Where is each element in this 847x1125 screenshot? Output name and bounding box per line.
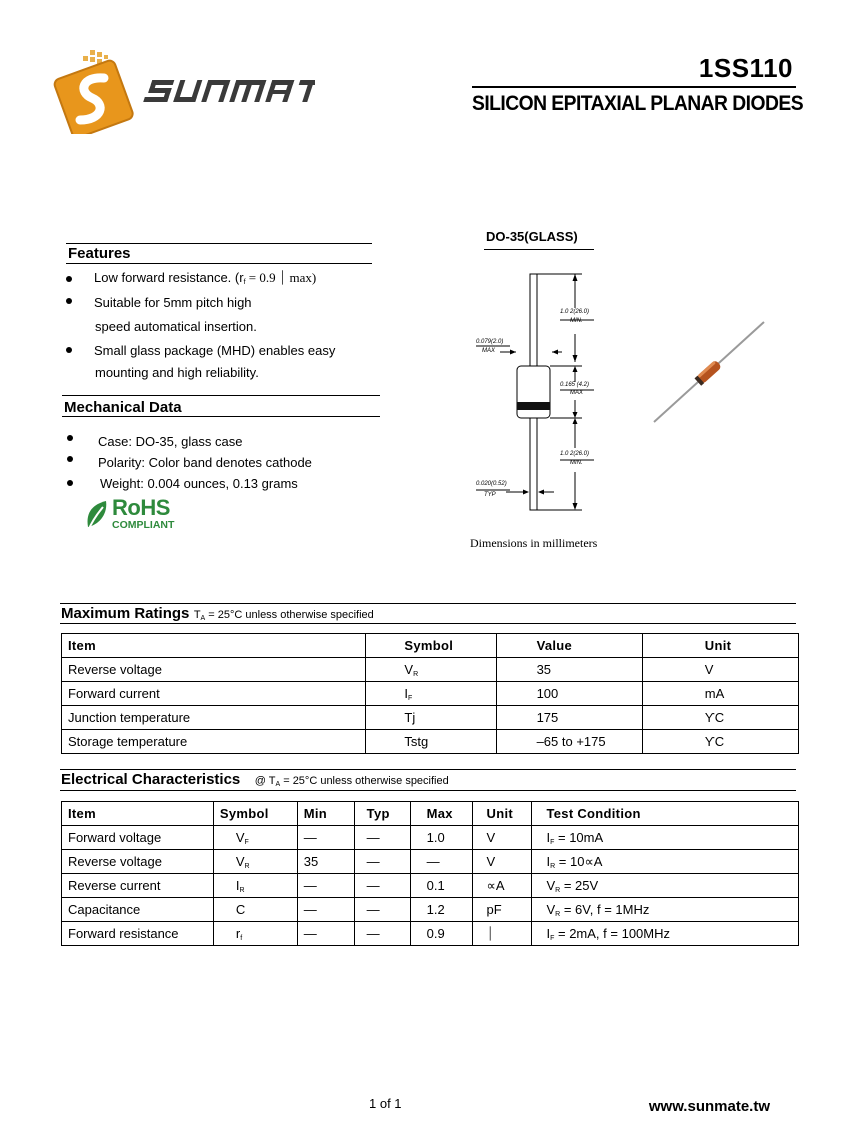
bullet-icon — [67, 456, 73, 462]
cell-item: Reverse current — [62, 874, 214, 898]
cell-test-condition: $I_F = 2mA$, f = 100MHz — [532, 922, 799, 946]
bullet-icon — [66, 298, 72, 304]
max-ratings-header — [61, 605, 374, 623]
cell-item: Storage temperature — [62, 730, 366, 754]
cell-min: — — [297, 898, 354, 922]
cell-unit: ∝A — [472, 874, 532, 898]
cell-symbol: $V_F$ — [213, 826, 297, 850]
cell-item: Forward voltage — [62, 826, 214, 850]
table-header-row — [62, 634, 799, 658]
package-title-rule — [484, 249, 594, 250]
electrical-title: Electrical Characteristics — [61, 771, 241, 788]
cell-value: 100 — [496, 682, 642, 706]
mechanical-item-case: Case: DO-35, glass case — [98, 434, 243, 449]
cell-unit: V — [472, 850, 532, 874]
diode-photo — [650, 318, 768, 426]
features-bottom-rule — [66, 263, 372, 264]
mechanical-top-rule — [62, 395, 380, 396]
cell-value: 175 — [496, 706, 642, 730]
cell-min: — — [297, 922, 354, 946]
col-unit: Unit — [642, 634, 798, 658]
cell-value: 35 — [496, 658, 642, 682]
max-ratings-note: $T_A = 25^\circ C$ unless otherwise specified — [193, 609, 374, 622]
cell-symbol: $I_F$ — [366, 682, 496, 706]
rohs-label: RoHS — [112, 495, 170, 520]
dim-diameter-note: MAX — [482, 348, 496, 354]
feature-item-2-cont: speed automatical insertion. — [95, 319, 257, 334]
table-row — [62, 826, 799, 850]
col-symbol: Symbol — [366, 634, 496, 658]
package-title: DO-35(GLASS) — [486, 229, 578, 244]
electrical-header — [61, 771, 449, 789]
cathode-band — [517, 402, 550, 410]
cell-typ: — — [354, 874, 410, 898]
bullet-icon — [66, 276, 72, 282]
feature-item-3: Small glass package (MHD) enables easy — [94, 343, 336, 358]
dim-lead-top-note: MIN. — [570, 318, 583, 324]
cell-symbol: C — [213, 898, 297, 922]
col-min: Min — [297, 802, 354, 826]
table-row — [62, 706, 799, 730]
bullet-icon — [66, 347, 72, 353]
cell-typ: — — [354, 826, 410, 850]
cell-symbol: Tj — [366, 706, 496, 730]
table-header-row — [62, 802, 799, 826]
max-ratings-bottom-rule — [60, 623, 796, 624]
cell-test-condition: $V_R = 25V$ — [532, 874, 799, 898]
mechanical-item-polarity: Polarity: Color band denotes cathode — [98, 455, 312, 470]
cell-symbol: $I_R$ — [213, 874, 297, 898]
mechanical-item-weight: Weight: 0.004 ounces, 0.13 grams — [100, 476, 298, 491]
cell-symbol: Tstg — [366, 730, 496, 754]
dim-lead-bottom-note: MIN. — [570, 460, 583, 466]
table-row — [62, 874, 799, 898]
cell-unit: V — [642, 658, 798, 682]
feature-item-3-cont: mounting and high reliability. — [95, 365, 259, 380]
table-row — [62, 730, 799, 754]
table-row — [62, 850, 799, 874]
dim-body-value: 0.165 (4.2) — [560, 382, 590, 388]
col-unit: Unit — [472, 802, 532, 826]
cell-test-condition: $I_R = 10\propto A$ — [532, 850, 799, 874]
table-row — [62, 898, 799, 922]
cell-item: Reverse voltage — [62, 658, 366, 682]
cell-test-condition: $I_F = 10mA$ — [532, 826, 799, 850]
features-heading: Features — [68, 245, 131, 262]
table-row — [62, 658, 799, 682]
leaf-icon — [84, 499, 110, 533]
cell-max: — — [410, 850, 472, 874]
dim-wire-value: 0.020(0.52) — [476, 481, 507, 487]
table-row — [62, 922, 799, 946]
cell-item: Reverse voltage — [62, 850, 214, 874]
col-item: Item — [62, 802, 214, 826]
cell-min: — — [297, 826, 354, 850]
cell-unit: ϒC — [642, 706, 798, 730]
website-link[interactable]: www.sunmate.tw — [648, 1098, 770, 1115]
document-subtitle: SILICON EPITAXIAL PLANAR DIODES — [472, 92, 804, 115]
cell-item: Junction temperature — [62, 706, 366, 730]
col-max: Max — [410, 802, 472, 826]
cell-value: –65 to +175 — [496, 730, 642, 754]
col-test-condition: Test Condition — [532, 802, 799, 826]
cell-item: Forward current — [62, 682, 366, 706]
cell-unit: V — [472, 826, 532, 850]
col-item: Item — [62, 634, 366, 658]
max-ratings-table — [61, 633, 799, 754]
features-top-rule — [66, 243, 372, 244]
cell-symbol: $V_R$ — [213, 850, 297, 874]
cell-max: 0.9 — [410, 922, 472, 946]
bullet-icon — [67, 480, 73, 486]
dim-diameter-value: 0.079(2.0) — [476, 339, 504, 345]
title-rule — [472, 86, 796, 88]
cell-unit: ϒC — [642, 730, 798, 754]
table-row — [62, 682, 799, 706]
cell-symbol: $V_R$ — [366, 658, 496, 682]
cell-typ: — — [354, 898, 410, 922]
dim-lead-bottom-value: 1.0 2(26.0) — [560, 451, 590, 457]
cell-max: 1.0 — [410, 826, 472, 850]
col-symbol: Symbol — [213, 802, 297, 826]
dim-body-note: MAX — [570, 390, 584, 396]
sunmate-wordmark — [143, 78, 315, 104]
max-ratings-title: Maximum Ratings — [61, 605, 190, 622]
cell-unit: pF — [472, 898, 532, 922]
cell-test-condition: $V_R = 6V$, f = 1MHz — [532, 898, 799, 922]
sunmate-logo-mark — [52, 50, 136, 134]
col-typ: Typ — [354, 802, 410, 826]
mechanical-bottom-rule — [62, 416, 380, 417]
page-number: 1 of 1 — [369, 1096, 402, 1111]
dimensions-caption: Dimensions in millimeters — [470, 536, 598, 550]
bullet-icon — [67, 435, 73, 441]
cell-min: 35 — [297, 850, 354, 874]
electrical-note: @ $T_A = 25^\circ C$ unless otherwise specified — [254, 775, 449, 788]
dim-lead-top-value: 1.0 2(26.0) — [560, 309, 590, 315]
cell-typ: — — [354, 850, 410, 874]
feature-item-1: Low forward resistance. ($r_f = 0.9$ ⏐ max) — [94, 270, 317, 286]
cell-max: 0.1 — [410, 874, 472, 898]
rohs-badge — [84, 497, 184, 533]
cell-symbol: $r_f$ — [213, 922, 297, 946]
electrical-table — [61, 801, 799, 946]
electrical-top-rule — [60, 769, 796, 770]
col-value: Value — [496, 634, 642, 658]
cell-item: Capacitance — [62, 898, 214, 922]
max-ratings-top-rule — [60, 603, 796, 604]
cell-max: 1.2 — [410, 898, 472, 922]
cell-typ: — — [354, 922, 410, 946]
cell-unit: mA — [642, 682, 798, 706]
cell-item: Forward resistance — [62, 922, 214, 946]
mechanical-heading: Mechanical Data — [64, 399, 182, 416]
feature-item-2: Suitable for 5mm pitch high — [94, 295, 252, 310]
part-number: 1SS110 — [698, 53, 793, 83]
rohs-compliant-label: COMPLIANT — [112, 519, 175, 531]
electrical-bottom-rule — [60, 790, 796, 791]
dim-wire-note: TYP — [484, 492, 496, 498]
cell-min: — — [297, 874, 354, 898]
cell-unit: ⏐ — [472, 922, 532, 946]
